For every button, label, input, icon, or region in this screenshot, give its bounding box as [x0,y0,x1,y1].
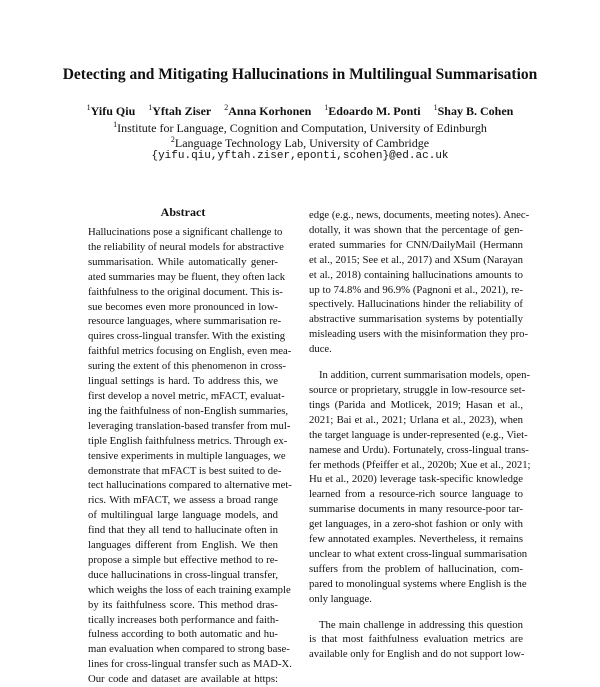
text-line: tically increases both performance and faith- [88,613,279,626]
text-line: et al., 2018) containing hallucinations amounts to [309,268,523,281]
text-line: up to 74.8% and 96.9% (Pagnoni et al., 2021), re- [309,283,523,296]
text-line: summarise documents in many resource-poor tar- [309,503,523,516]
author [224,104,311,118]
text-line: only language. [309,592,372,605]
affiliation-sup: 2 [170,135,175,144]
text-line: get languages, in a zero-shot fashion or only with [309,518,523,531]
text-line: Our code and dataset are available at https: [88,673,278,686]
abstract-body [88,225,292,687]
text-line: quires cross-lingual transfer. With the existing [88,330,286,343]
text-line: namese and Urdu). Fortunately, cross-lingual trans- [309,443,529,456]
author-name: Yftah Ziser [152,104,212,118]
text-line: ated summaries may be fluent, they often lack [88,270,286,283]
text-line: fulness according to both automatic and hu- [88,628,278,641]
text-line: misleading users with the misinformation they pro- [309,328,529,341]
text-line: leveraging translation-based transfer from mul- [88,419,291,432]
text-line: learned from a resource-rich source language to [309,488,523,501]
author [324,104,420,118]
abstract-heading: Abstract [160,205,206,219]
text-line: faithful metrics focusing on English, even mea- [88,345,292,358]
paragraph-gap [309,357,523,368]
text-line: languages different from English. We then [88,539,278,552]
affiliation-text: Language Technology Lab, University of Cambridge [174,136,430,150]
text-line: pared to monolingual systems where English is the [309,577,527,590]
text-line: duce hallucinations in cross-lingual transfer, [88,568,278,581]
text-line: fer methods (Pfeiffer et al., 2020b; Xue et al., 2021; [309,458,531,471]
text-line: the target language is under-represented (e.g., Viet- [309,428,528,441]
text-line: 2021; Bai et al., 2021; Urlana et al., 2023), when [309,413,523,426]
intro-body [309,208,531,662]
text-line: abstractive summarisation systems by potentially [309,313,523,326]
author-sup: 1 [86,103,91,112]
paragraph-gap [309,607,523,618]
text-line: erated summaries for CNN/DailyMail (Hermann [309,238,523,251]
text-line: man evaluation when compared to strong base- [88,643,290,656]
text-line: the reliability of neural models for abstractive [88,240,284,253]
text-line: tiple English faithfulness metrics. Through ex- [88,434,288,447]
text-line: Hallucinations pose a significant challenge to [88,226,283,238]
affiliation-text: Institute for Language, Cognition and Computation, University of Edinburgh [117,121,487,135]
author-name: Anna Korhonen [228,104,312,118]
text-line: ing the faithfulness of non-English summaries, [88,404,289,417]
text-line: source or proprietary, struggle in low-resource set- [309,383,526,396]
text-line: et al., 2015; See et al., 2017) and XSum (Narayan [309,253,523,266]
text-line: tect hallucinations compared to alternative met- [88,479,292,492]
author-name: Edoardo M. Ponti [328,104,421,118]
affiliation-sup: 1 [113,120,118,129]
text-line: of multilingual large language models, and [88,509,278,522]
text-line: few annotated examples. Nevertheless, it remains [309,533,523,546]
author [87,104,136,118]
text-line: The main challenge in addressing this question [319,618,523,631]
text-line: propose a simple but effective method to re- [88,553,278,566]
text-line: suffers from the problem of hallucination, com- [309,562,523,575]
text-line: sue becomes even more pronounced in low- [88,300,278,313]
text-line: resource languages, where summarisation re- [88,315,282,328]
text-line: edge (e.g., news, documents, meeting notes). Anec- [309,209,530,221]
paper-title: Detecting and Mitigating Hallucinations in Multilingual Summarisation [62,66,538,83]
text-line: by its faithfulness score. This method dras- [88,598,278,611]
author [434,104,514,118]
text-line: duce. [309,343,332,356]
text-line: unclear to what extent cross-lingual summarisation [309,547,528,560]
affiliation-1 [0,121,600,136]
author-sup: 1 [433,103,438,112]
text-line: lingual settings is hard. To address this, we [88,375,278,388]
author-sup: 2 [224,103,229,112]
text-line: lines for cross-lingual transfer such as MAD-X. [88,658,292,671]
text-line: demonstrate that mFACT is best suited to de- [88,464,282,477]
author-emails: {yifu.qiu,yftah.ziser,eponti,scohen}@ed.ac.uk [151,150,449,162]
text-line: is that most faithfulness evaluation metrics are [309,633,523,646]
text-line: tings (Parida and Motlicek, 2019; Hasan et al., [309,398,523,411]
text-line: spectively. Hallucinations hinder the reliability of [309,298,523,311]
author-sup: 1 [148,103,153,112]
author-name: Shay B. Cohen [437,104,514,118]
text-line: which weighs the loss of each training example [88,583,291,596]
text-line: find that they all tend to hallucinate often in [88,524,278,537]
text-line: faithfulness to the original document. This is- [88,285,283,298]
affiliation-2 [0,136,600,151]
author-name: Yifu Qiu [90,104,136,118]
text-line: summarisation. While automatically gener- [88,255,278,268]
author-list [0,104,600,119]
text-line: In addition, current summarisation models, open- [319,369,531,382]
text-line: available only for English and do not support low- [309,648,525,661]
text-line: Hu et al., 2020) leverage task-specific knowledge [309,473,523,486]
author [148,104,211,118]
text-line: rics. With mFACT, we assess a broad range [88,494,278,507]
text-line: suring the extent of this phenomenon in cross- [88,360,286,373]
text-line: tensive experiments in multiple languages, we [88,449,286,462]
text-line: first develop a novel metric, mFACT, evaluat- [88,389,285,402]
author-sup: 1 [324,103,329,112]
text-line: dotally, it was shown that the percentage of gen- [309,223,523,236]
